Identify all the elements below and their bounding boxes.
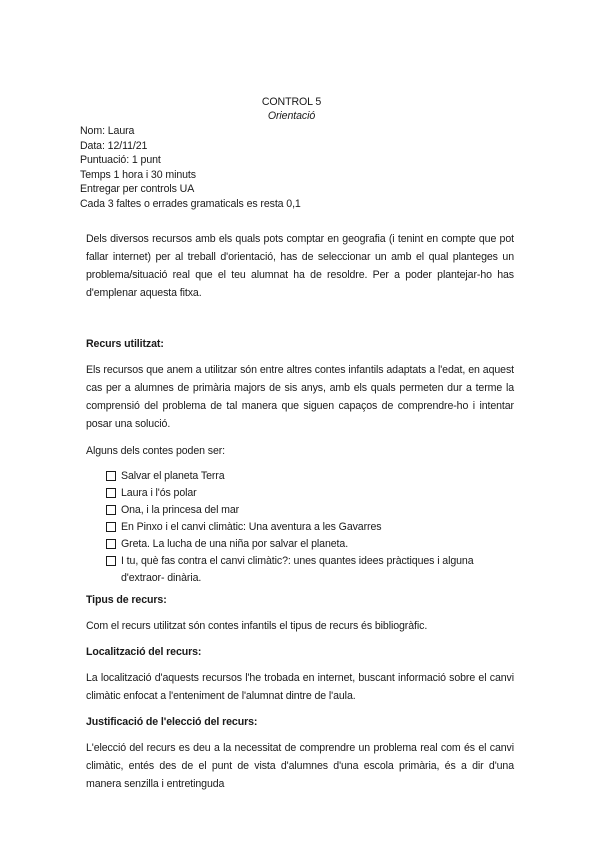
type-heading: Tipus de recurs: — [86, 594, 167, 606]
list-item-label: I tu, què fas contra el canvi climàtic?: unes quantes idees pràctiques i alguna d'extraor- dinària. — [121, 555, 474, 584]
location-heading: Localització del recurs: — [86, 646, 202, 658]
document-header — [0, 95, 583, 123]
document-title: CONTROL 5 — [261, 96, 322, 108]
checkbox-icon — [106, 539, 116, 549]
list-item-label: En Pinxo i el canvi climàtic: Una aventura a les Gavarres — [121, 521, 382, 533]
exam-score: Puntuació: 1 punt — [80, 154, 161, 166]
list-item — [106, 502, 514, 519]
list-item — [106, 485, 514, 502]
penalty-rule: Cada 3 faltes o errades gramaticals es resta 0,1 — [80, 197, 301, 210]
list-item — [106, 536, 514, 553]
type-paragraph: Com el recurs utilitzat són contes infantils el tipus de recurs és bibliogràfic. — [86, 620, 428, 632]
intro-paragraph: Dels diversos recursos amb els quals pots comptar en geografia (i tenint en compte que pot fallar internet) per al treball d'orientació, has de seleccionar un amb el qual planteges un problema/situació real que el teu alumnat ha de resoldre. Per a poder plantejar-ho has d'emplenar aquesta fitxa. — [86, 233, 514, 299]
justification-paragraph: L'elecció del recurs es deu a la necessitat de comprendre un problema real com és el canvi climàtic, entés des de el punt de vista d'alumnes d'una escola primària, és a dir d'una manera senzilla i entretinguda — [86, 742, 514, 790]
list-item — [106, 519, 514, 536]
delivery-instructions: Entregar per controls UA — [80, 183, 195, 195]
checkbox-icon — [106, 488, 116, 498]
checkbox-icon — [106, 556, 116, 566]
resource-heading: Recurs utilitzat: — [86, 338, 164, 350]
list-item-label: Laura i l'ós polar — [121, 487, 197, 499]
exam-metadata — [80, 124, 301, 211]
document-body — [86, 230, 514, 793]
document-subtitle: Orientació — [267, 110, 316, 122]
list-item-label: Greta. La lucha de una niña por salvar el planeta. — [121, 538, 349, 550]
list-item-label: Ona, i la princesa del mar — [121, 504, 240, 516]
list-item — [106, 468, 514, 485]
story-checklist — [86, 468, 514, 587]
student-name: Nom: Laura — [80, 125, 135, 137]
checkbox-icon — [106, 505, 116, 515]
exam-time: Temps 1 hora i 30 minuts — [80, 168, 196, 181]
checkbox-icon — [106, 471, 116, 481]
list-item-label: Salvar el planeta Terra — [121, 470, 225, 482]
checkbox-icon — [106, 522, 116, 532]
location-paragraph: La localització d'aquests recursos l'he trobada en internet, buscant informació sobre el canvi climàtic enfocat a l'enteniment de l'alumnat dintre de l'aula. — [86, 672, 514, 702]
resource-paragraph: Els recursos que anem a utilitzar són entre altres contes infantils adaptats a l'edat, en aquest cas per a alumnes de primària majors de sis anys, amb els quals permeten dur a terme la comprensió del problema de tal manera que siguen capaços de comprendre-ho i intentar posar una solució. — [86, 364, 514, 430]
justification-heading: Justificació de l'elecció del recurs: — [86, 716, 258, 728]
list-item — [106, 553, 514, 587]
examples-intro: Alguns dels contes poden ser: — [86, 445, 226, 457]
exam-date: Data: 12/11/21 — [80, 139, 148, 152]
